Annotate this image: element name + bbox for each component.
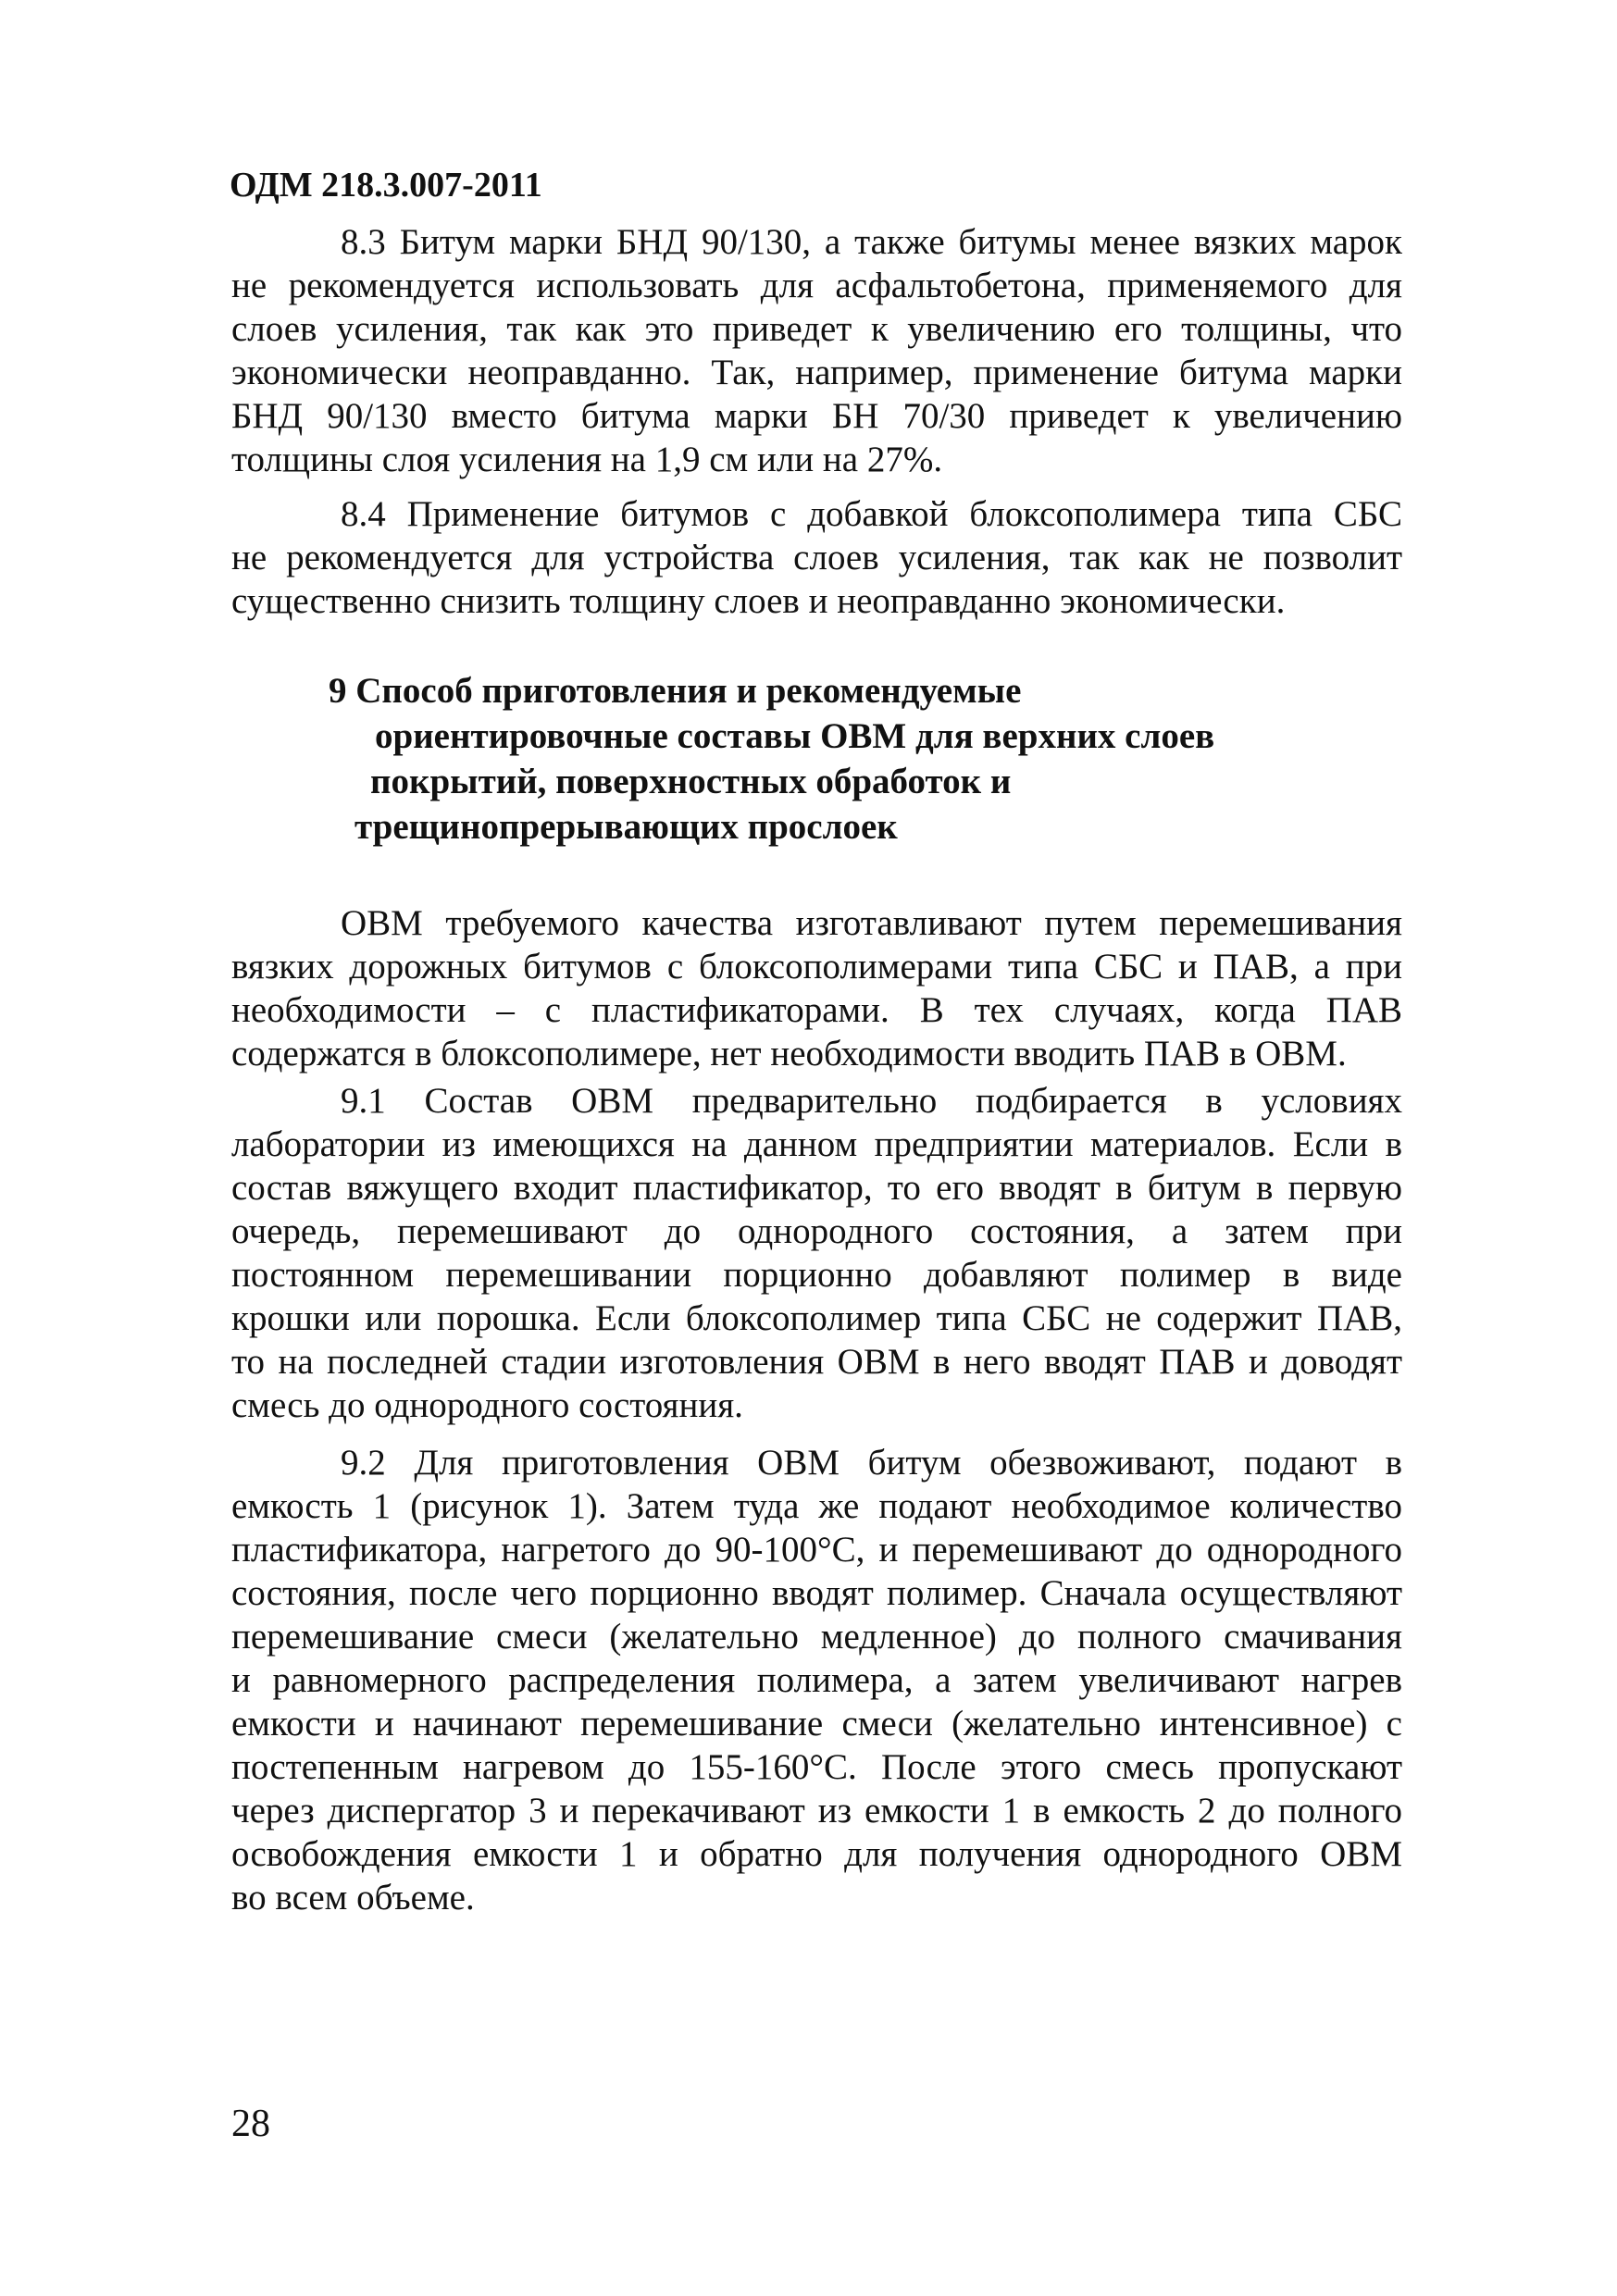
paragraph-line: вязких дорожных битумов с блоксополимерами типа СБС и ПАВ, а при [231, 947, 1402, 987]
paragraph-line: освобождения емкости 1 и обратно для получения однородного ОВМ [231, 1834, 1402, 1874]
page-number: 28 [231, 2103, 270, 2145]
paragraph-line: 8.4 Применение битумов с добавкой блоксополимера типа СБС [341, 494, 1402, 534]
paragraph-line: емкость 1 (рисунок 1). Затем туда же подают необходимое количество [231, 1486, 1402, 1526]
heading-line: ориентировочные составы ОВМ для верхних слоев [375, 716, 1215, 756]
paragraph-line: не рекомендуется использовать для асфальтобетона, применяемого для [231, 266, 1402, 305]
paragraph-line: постепенным нагревом до 155-160°С. После этого смесь пропускают [231, 1747, 1402, 1787]
paragraph-line: постоянном перемешивании порционно добавляют полимер в виде [231, 1255, 1402, 1295]
paragraph-intro [231, 901, 1402, 1075]
paragraph-line: лаборатории из имеющихся на данном предприятии материалов. Если в [231, 1124, 1402, 1164]
paragraph-line: БНД 90/130 вместо битума марки БН 70/30 приведет к увеличению [231, 396, 1402, 436]
paragraph-9-2 [231, 1441, 1402, 1919]
paragraph-line: не рекомендуется для устройства слоев усиления, так как не позволит [231, 538, 1402, 577]
paragraph-line: во всем объеме. [231, 1878, 475, 1917]
paragraph-line: слоев усиления, так как это приведет к увеличению его толщины, что [231, 309, 1402, 349]
heading-line: 9 Способ приготовления и рекомендуемые [329, 671, 1022, 711]
paragraph-8-3 [231, 220, 1402, 481]
paragraph-line: толщины слоя усиления на 1,9 см или на 27%. [231, 440, 943, 479]
section-9-heading [329, 668, 1214, 850]
paragraph-line: очередь, перемешивают до однородного состояния, а затем при [231, 1211, 1402, 1251]
paragraph-line: состав вяжущего входит пластификатор, то его вводят в битум в первую [231, 1168, 1402, 1208]
paragraph-line: необходимости – с пластификаторами. В тех случаях, когда ПАВ [231, 990, 1402, 1030]
heading-line: покрытий, поверхностных обработок и [370, 762, 1012, 801]
paragraph-line: существенно снизить толщину слоев и неоправданно экономически. [231, 581, 1286, 621]
paragraph-line: и равномерного распределения полимера, а затем увеличивают нагрев [231, 1660, 1402, 1700]
paragraph-line: состояния, после чего порционно вводят полимер. Сначала осуществляют [231, 1573, 1402, 1613]
paragraph-line: содержатся в блоксополимере, нет необходимости вводить ПАВ в ОВМ. [231, 1034, 1347, 1074]
paragraph-line: смесь до однородного состояния. [231, 1385, 743, 1425]
paragraph-line: емкости и начинают перемешивание смеси (желательно интенсивное) с [231, 1704, 1402, 1744]
paragraph-line: ОВМ требуемого качества изготавливают путем перемешивания [341, 903, 1402, 943]
paragraph-8-4 [231, 492, 1402, 623]
paragraph-line: то на последней стадии изготовления ОВМ в него вводят ПАВ и доводят [231, 1342, 1402, 1382]
paragraph-line: пластификатора, нагретого до 90-100°С, и перемешивают до однородного [231, 1530, 1402, 1570]
paragraph-line: 9.2 Для приготовления ОВМ битум обезвоживают, подают в [341, 1443, 1402, 1483]
document-code-header: ОДМ 218.3.007-2011 [230, 166, 542, 205]
paragraph-line: перемешивание смеси (желательно медленное) до полного смачивания [231, 1617, 1402, 1657]
paragraph-line: 9.1 Состав ОВМ предварительно подбирается в условиях [341, 1081, 1402, 1121]
heading-line: трещинопрерывающих прослоек [354, 807, 898, 847]
paragraph-line: 8.3 Битум марки БНД 90/130, а также битумы менее вязких марок [341, 222, 1402, 262]
paragraph-line: крошки или порошка. Если блоксополимер типа СБС не содержит ПАВ, [231, 1298, 1402, 1338]
paragraph-line: экономически неоправданно. Так, например, применение битума марки [231, 353, 1402, 392]
paragraph-9-1 [231, 1079, 1402, 1427]
paragraph-line: через диспергатор 3 и перекачивают из емкости 1 в емкость 2 до полного [231, 1791, 1402, 1831]
